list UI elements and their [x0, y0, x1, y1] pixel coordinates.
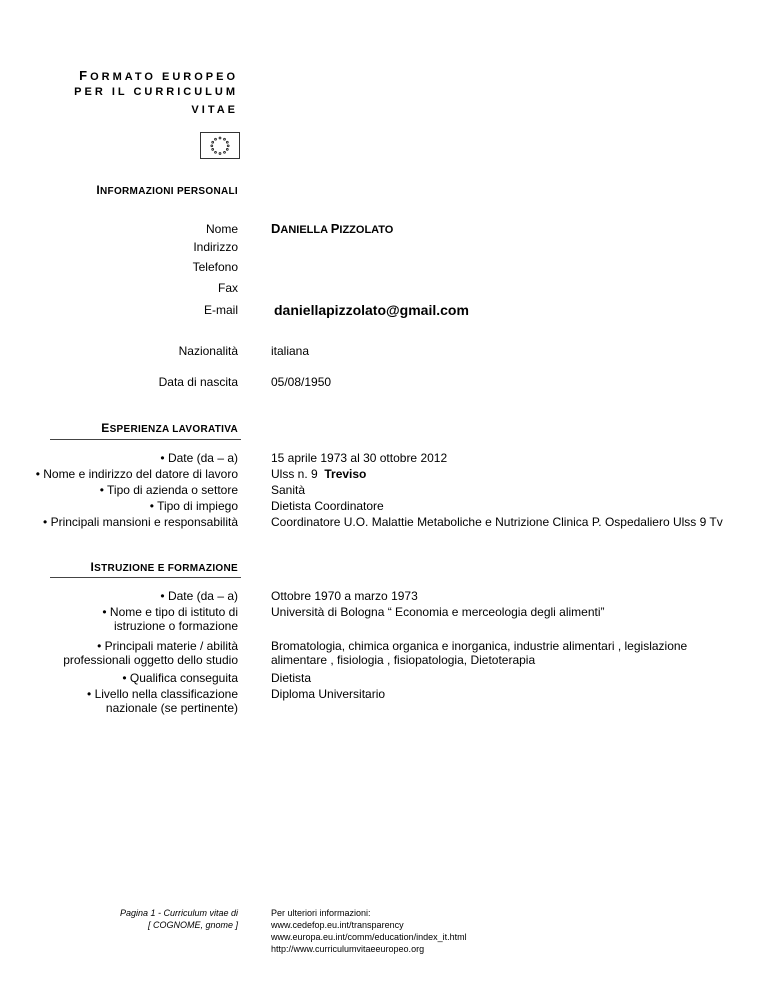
cv-title-line2: PER IL CURRICULUM	[74, 86, 238, 98]
label-edu-subjects: • Principali materie / abilità professionali oggetto dello studio	[63, 639, 238, 667]
footer-link[interactable]: www.europa.eu.int/comm/education/index_it.html	[271, 932, 467, 942]
footer-page-info	[18, 907, 238, 931]
value-nationality: italiana	[271, 344, 310, 358]
footer-links	[271, 907, 467, 955]
label-edu-qualification: • Qualifica conseguita	[122, 671, 238, 685]
label-nationality: Nazionalità	[178, 344, 238, 358]
value-edu-qualification: Dietista	[271, 671, 312, 685]
cv-title-line1: FORMATO EUROPEO	[79, 68, 238, 83]
label-address: Indirizzo	[193, 240, 238, 254]
label-email: E-mail	[203, 303, 238, 317]
section-personal-info: INFORMAZIONI PERSONALI	[96, 183, 238, 197]
value-work-dates: 15 aprile 1973 al 30 ottobre 2012	[271, 451, 448, 465]
value-edu-level: Diploma Universitario	[271, 687, 386, 701]
label-work-dates: • Date (da – a)	[160, 451, 238, 465]
footer-page-line: Pagina 1 - Curriculum vitae di	[119, 908, 238, 918]
value-edu-institute: Università di Bologna “ Economia e merceologia degli alimenti”	[271, 605, 605, 619]
value-work-sector: Sanità	[271, 483, 306, 497]
section-work-experience: ESPERIENZA LAVORATIVA	[101, 421, 238, 435]
eu-flag-icon	[200, 132, 240, 159]
section-education: ISTRUZIONE E FORMAZIONE	[90, 560, 238, 574]
footer-name-line: [ COGNOME, gnome ]	[147, 920, 238, 930]
label-work-employer: • Nome e indirizzo del datore di lavoro	[35, 467, 238, 481]
value-work-duties: Coordinatore U.O. Malattie Metaboliche e Nutrizione Clinica P. Ospedaliero Ulss 9 Tv	[271, 515, 723, 529]
label-work-job: • Tipo di impiego	[149, 499, 238, 513]
value-edu-dates: Ottobre 1970 a marzo 1973	[271, 589, 418, 603]
label-edu-level: • Livello nella classificazione nazionale (se pertinente)	[87, 687, 238, 715]
label-work-sector: • Tipo di azienda o settore	[99, 483, 238, 497]
section-divider	[50, 439, 241, 440]
footer-link[interactable]: www.cedefop.eu.int/transparency	[271, 920, 404, 930]
value-email[interactable]: daniellapizzolato@gmail.com	[274, 302, 469, 318]
value-birth-date: 05/08/1950	[271, 375, 332, 389]
label-name: Nome	[205, 222, 238, 236]
label-edu-dates: • Date (da – a)	[160, 589, 238, 603]
value-work-employer: Ulss n. 9 Treviso	[271, 467, 367, 481]
label-fax: Fax	[217, 281, 238, 295]
value-name: DANIELLA PIZZOLATO	[271, 221, 394, 236]
cv-title-line3: VITAE	[191, 104, 238, 116]
label-edu-institute: • Nome e tipo di istituto di istruzione o formazione	[102, 605, 238, 633]
label-phone: Telefono	[192, 260, 238, 274]
footer-link[interactable]: http://www.curriculumvitaeeuropeo.org	[271, 944, 425, 954]
section-divider	[50, 577, 241, 578]
footer-info-label: Per ulteriori informazioni:	[271, 908, 371, 918]
value-work-job: Dietista Coordinatore	[271, 499, 384, 513]
label-birth-date: Data di nascita	[158, 375, 238, 389]
label-work-duties: • Principali mansioni e responsabilità	[43, 515, 238, 529]
value-edu-subjects: Bromatologia, chimica organica e inorganica, industrie alimentari , legislazione alimentare , fisiologia , fisiopatologia, Dietoterapia	[271, 639, 688, 667]
